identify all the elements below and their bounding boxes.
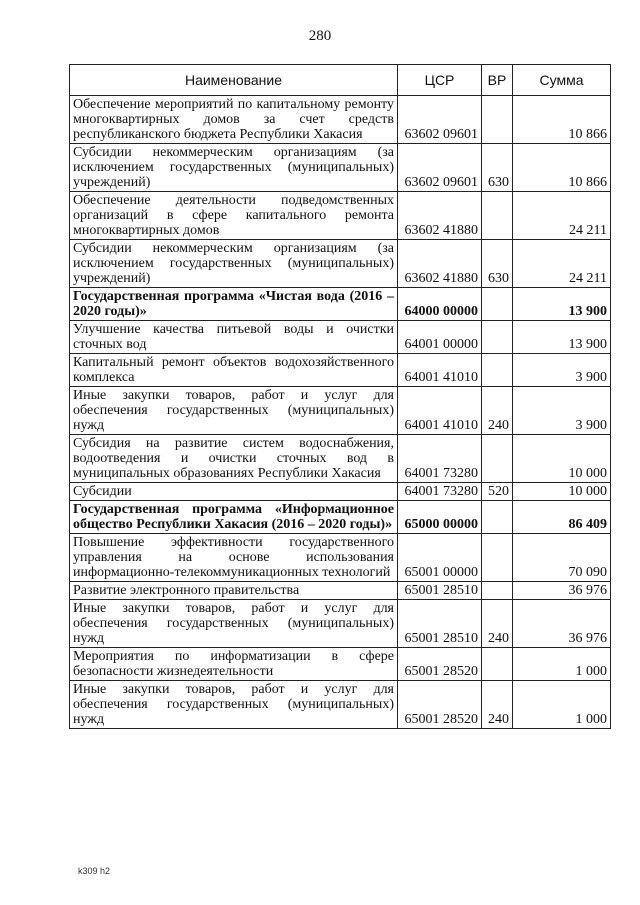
table-row <box>70 288 611 321</box>
table-row <box>70 681 611 729</box>
page-number: 280 <box>308 28 332 44</box>
row-name: Государственная программа «Информационное общество Республики Хакасия (2016 – 2020 годы)» <box>70 501 398 534</box>
header-sum: Сумма <box>513 65 611 96</box>
row-name: Мероприятия по информатизации в сфере безопасности жизнедеятельности <box>70 648 398 681</box>
row-vr <box>482 648 513 681</box>
row-name: Иные закупки товаров, работ и услуг для обеспечения государственных (муниципальных) нужд <box>70 600 398 648</box>
row-vr <box>482 534 513 582</box>
table-row <box>70 435 611 483</box>
row-csr: 65001 28510 <box>398 582 482 600</box>
row-csr: 64001 41010 <box>398 387 482 435</box>
table-header <box>70 65 611 96</box>
row-csr: 65001 28520 <box>398 681 482 729</box>
row-sum: 13 900 <box>513 288 611 321</box>
row-name: Субсидия на развитие систем водоснабжения, водоотведения и очистки сточных вод в муниципальных образованиях Республики Хакасия <box>70 435 398 483</box>
row-sum: 10 000 <box>513 483 611 501</box>
row-name: Капитальный ремонт объектов водохозяйственного комплекса <box>70 354 398 387</box>
row-sum: 3 900 <box>513 387 611 435</box>
row-sum: 3 900 <box>513 354 611 387</box>
row-sum: 36 976 <box>513 600 611 648</box>
row-name: Субсидии некоммерческим организациям (за исключением государственных (муниципальных) учреждений) <box>70 240 398 288</box>
row-vr: 240 <box>482 387 513 435</box>
row-name: Иные закупки товаров, работ и услуг для обеспечения государственных (муниципальных) нужд <box>70 387 398 435</box>
row-sum: 10 000 <box>513 435 611 483</box>
row-csr: 65001 00000 <box>398 534 482 582</box>
table-row <box>70 240 611 288</box>
table-row <box>70 648 611 681</box>
row-csr: 63602 09601 <box>398 144 482 192</box>
row-csr: 64001 73280 <box>398 483 482 501</box>
table-row <box>70 192 611 240</box>
row-csr: 65001 28510 <box>398 600 482 648</box>
table-row <box>70 354 611 387</box>
row-vr: 240 <box>482 681 513 729</box>
row-vr <box>482 501 513 534</box>
row-vr <box>482 96 513 144</box>
row-vr <box>482 435 513 483</box>
row-sum: 10 866 <box>513 96 611 144</box>
row-vr: 630 <box>482 144 513 192</box>
table-row <box>70 600 611 648</box>
row-sum: 86 409 <box>513 501 611 534</box>
row-name: Улучшение качества питьевой воды и очистки сточных вод <box>70 321 398 354</box>
row-vr <box>482 321 513 354</box>
row-sum: 70 090 <box>513 534 611 582</box>
table-row <box>70 534 611 582</box>
row-csr: 65000 00000 <box>398 501 482 534</box>
row-csr: 64001 73280 <box>398 435 482 483</box>
row-vr <box>482 288 513 321</box>
table-row <box>70 483 611 501</box>
header-vr: ВР <box>482 65 513 96</box>
row-csr: 63602 09601 <box>398 96 482 144</box>
row-name: Государственная программа «Чистая вода (2016 – 2020 годы)» <box>70 288 398 321</box>
row-sum: 13 900 <box>513 321 611 354</box>
budget-table <box>69 64 611 729</box>
row-sum: 36 976 <box>513 582 611 600</box>
row-name: Субсидии некоммерческим организациям (за исключением государственных (муниципальных) учреждений) <box>70 144 398 192</box>
header-csr: ЦСР <box>398 65 482 96</box>
row-sum: 1 000 <box>513 681 611 729</box>
header-row <box>70 65 611 96</box>
row-csr: 63602 41880 <box>398 240 482 288</box>
row-sum: 24 211 <box>513 240 611 288</box>
row-name: Повышение эффективности государственного управления на основе использования информационно-телекоммуникационных технологий <box>70 534 398 582</box>
row-name: Иные закупки товаров, работ и услуг для обеспечения государственных (муниципальных) нужд <box>70 681 398 729</box>
row-csr: 65001 28520 <box>398 648 482 681</box>
footer-code: k309 h2 <box>78 866 111 876</box>
row-vr <box>482 192 513 240</box>
row-vr: 520 <box>482 483 513 501</box>
row-csr: 64000 00000 <box>398 288 482 321</box>
table-row <box>70 582 611 600</box>
table-row <box>70 387 611 435</box>
table-row <box>70 321 611 354</box>
table-row <box>70 501 611 534</box>
row-vr <box>482 582 513 600</box>
row-sum: 1 000 <box>513 648 611 681</box>
row-name: Развитие электронного правительства <box>70 582 398 600</box>
row-vr: 240 <box>482 600 513 648</box>
table-row <box>70 96 611 144</box>
row-csr: 63602 41880 <box>398 192 482 240</box>
row-name: Обеспечение деятельности подведомственных организаций в сфере капитального ремонта многоквартирных домов <box>70 192 398 240</box>
row-csr: 64001 41010 <box>398 354 482 387</box>
row-csr: 64001 00000 <box>398 321 482 354</box>
table-row <box>70 144 611 192</box>
row-name: Субсидии <box>70 483 398 501</box>
row-sum: 24 211 <box>513 192 611 240</box>
row-vr <box>482 354 513 387</box>
table-body <box>70 96 611 729</box>
row-vr: 630 <box>482 240 513 288</box>
row-name: Обеспечение мероприятий по капитальному ремонту многоквартирных домов за счет средств республиканского бюджета Республики Хакасия <box>70 96 398 144</box>
row-sum: 10 866 <box>513 144 611 192</box>
header-name: Наименование <box>70 65 398 96</box>
